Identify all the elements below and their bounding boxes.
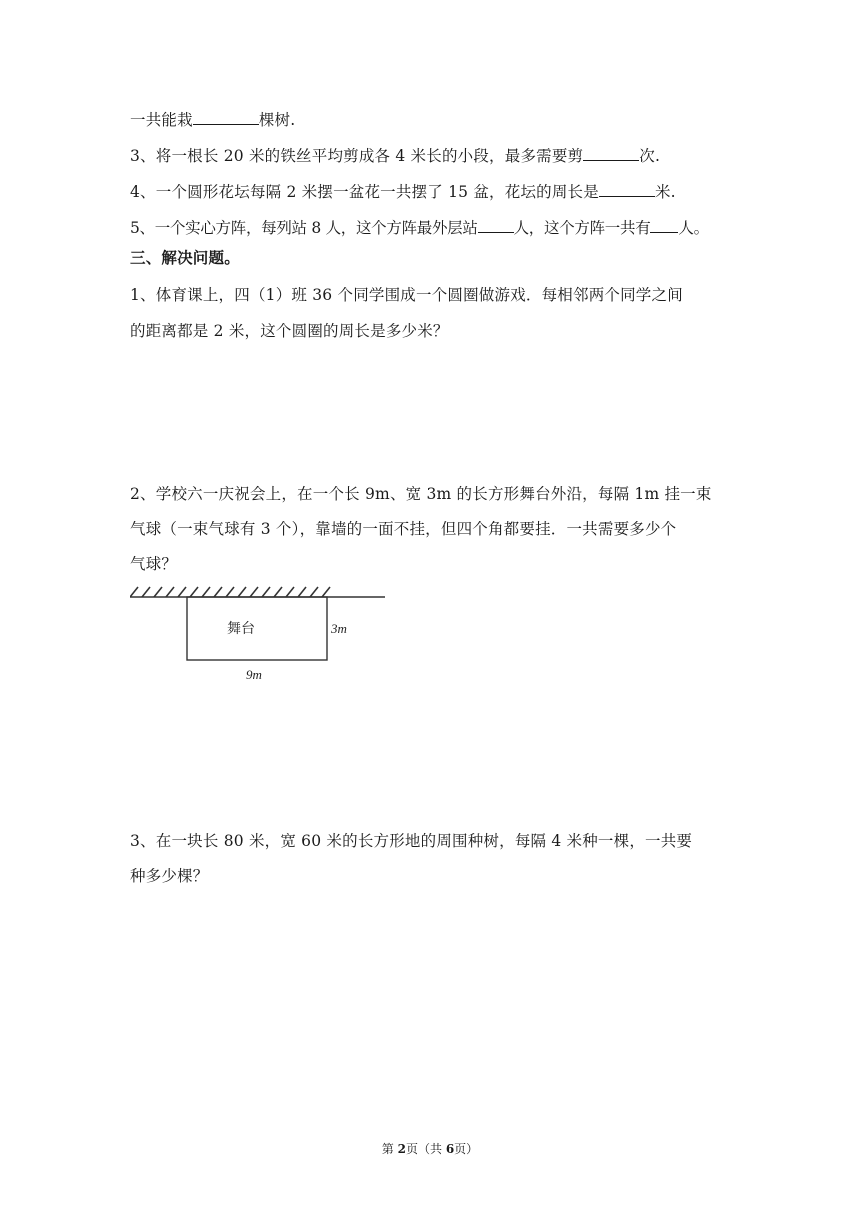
stage-label: 舞台 — [227, 620, 255, 636]
q4-text-b: 米. — [654, 183, 676, 201]
problem-2-line-2: 气球（一束气球有 3 个），靠墙的一面不挂，但四个角都要挂．一共需要多少个 — [130, 520, 677, 538]
page-footer — [0, 1141, 860, 1157]
q5-text-a: 5、一个实心方阵，每列站 8 人，这个方阵最外层站 — [130, 219, 478, 237]
answer-blank[interactable] — [583, 146, 639, 161]
problem-3-line-2: 种多少棵？ — [130, 867, 209, 885]
stage-diagram — [130, 585, 390, 685]
q3-text-a: 3、将一根长 20 米的铁丝平均剪成各 4 米长的小段，最多需要剪 — [130, 147, 584, 165]
answer-blank[interactable] — [478, 218, 514, 233]
problem-1-line-2: 的距离都是 2 米，这个圆圈的周长是多少米？ — [130, 322, 449, 340]
height-label: 3m — [331, 621, 347, 636]
q3-text-b: 次. — [639, 147, 661, 165]
wall-hatching — [130, 587, 330, 597]
section-title: 三、解决问题。 — [130, 248, 240, 267]
answer-blank[interactable] — [599, 182, 655, 197]
q5-text-c: 人。 — [678, 219, 709, 237]
fill-blank-q5 — [130, 218, 730, 238]
problem-3-line-1: 3、在一块长 80 米，宽 60 米的长方形地的周围种树，每隔 4 米种一棵，一共要 — [130, 832, 693, 850]
stage-rectangle — [187, 597, 327, 660]
q5-text-b: 人，这个方阵一共有 — [513, 219, 651, 237]
width-label: 9m — [246, 667, 262, 682]
fill-blank-q4 — [130, 182, 730, 202]
page-number: 2 — [397, 1142, 406, 1156]
fill-blank-q3 — [130, 146, 730, 166]
problem-1-line-1: 1、体育课上，四（1）班 36 个同学围成一个圆圈做游戏．每相邻两个同学之间 — [130, 286, 683, 304]
footer-suffix: 页） — [454, 1142, 479, 1156]
total-pages: 6 — [445, 1142, 455, 1156]
problem-2-line-1: 2、学校六一庆祝会上，在一个长 9m、宽 3m 的长方形舞台外沿，每隔 1m 挂一束 — [130, 485, 712, 503]
q4-text-a: 4、一个圆形花坛每隔 2 米摆一盆花一共摆了 15 盆，花坛的周长是 — [130, 183, 599, 201]
q2-text-a: 一共能栽 — [130, 111, 193, 129]
answer-blank[interactable] — [193, 110, 259, 125]
footer-mid: 页（共 — [405, 1142, 446, 1156]
answer-blank[interactable] — [650, 218, 678, 233]
fill-blank-q2-continuation — [130, 110, 730, 130]
q2-text-b: 棵树. — [258, 111, 296, 129]
problem-2-line-3: 气球？ — [130, 555, 178, 573]
footer-prefix: 第 — [381, 1142, 398, 1156]
